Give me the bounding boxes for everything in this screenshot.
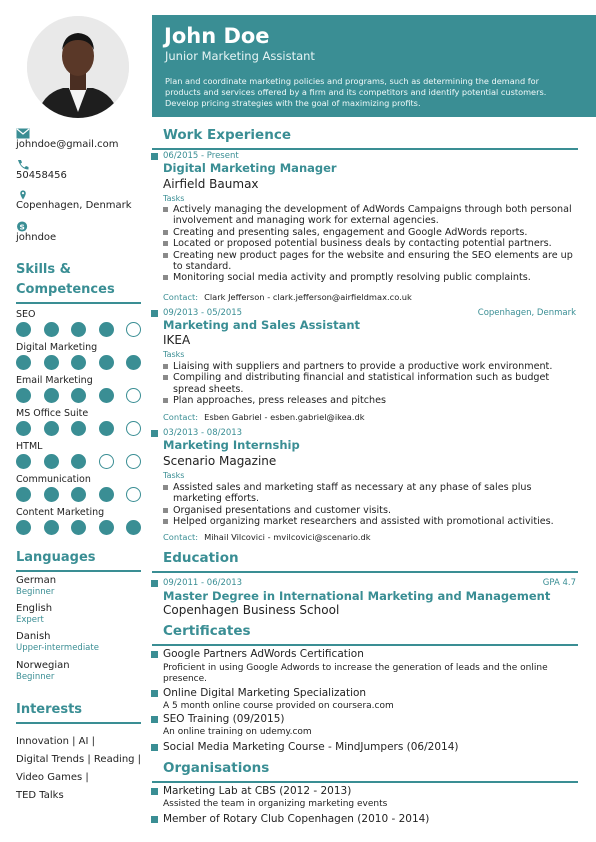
certificates-title: Certificates — [163, 623, 251, 639]
rating-dot-filled — [16, 421, 31, 436]
certificate-name: Online Digital Marketing Specialization — [163, 687, 367, 699]
job-date: 09/2013 - 05/2015 — [163, 308, 243, 318]
entry-marker — [151, 690, 158, 697]
language-name: Danish — [16, 631, 51, 642]
job-company: Scenario Magazine — [163, 454, 277, 468]
rating-dot-empty — [126, 454, 141, 469]
job-role: Digital Marketing Manager — [163, 161, 337, 175]
skill-rating — [16, 487, 141, 502]
contact-skype — [16, 221, 56, 243]
skill-rating — [16, 520, 141, 535]
skill-label: Digital Marketing — [16, 342, 98, 353]
skill-rating — [16, 421, 141, 436]
rating-dot-filled — [71, 487, 86, 502]
organisation-name: Member of Rotary Club Copenhagen (2010 - 2014) — [163, 813, 430, 825]
skype-text: johndoe — [16, 232, 57, 243]
tasks-label: Tasks — [163, 350, 185, 359]
language-name: German — [16, 575, 57, 586]
reference-label: Contact: — [163, 292, 199, 302]
rating-dot-filled — [44, 487, 59, 502]
contact-location — [16, 189, 132, 211]
skills-title: Skills & Competences — [16, 262, 115, 297]
email-text[interactable]: johndoe@gmail.com — [16, 139, 119, 150]
skill-rating — [16, 355, 141, 370]
entry-marker — [151, 716, 158, 723]
language-name: English — [16, 603, 53, 614]
language-item — [16, 631, 99, 654]
language-item — [16, 660, 70, 683]
task-item: Assisted sales and marketing staff as necessary at any phase of sales plus marketing efforts. — [163, 482, 578, 505]
job-role: Marketing Internship — [163, 438, 300, 452]
organisation-name: Marketing Lab at CBS (2012 - 2013) — [163, 785, 352, 797]
job-task-list — [163, 204, 578, 284]
rating-dot-filled — [99, 322, 114, 337]
rating-dot-filled — [16, 520, 31, 535]
contact-email — [16, 128, 119, 150]
job-reference — [163, 412, 365, 422]
skill-label: Content Marketing — [16, 507, 105, 518]
reference-text: Clark Jefferson - clark.jefferson@airfieldmax.co.uk — [204, 292, 412, 302]
rating-dot-filled — [99, 421, 114, 436]
interest-line: Innovation | AI | — [16, 736, 96, 747]
skill-rating — [16, 454, 141, 469]
reference-label: Contact: — [163, 412, 199, 422]
certificate-description: An online training on udemy.com — [163, 727, 312, 737]
skill-label: SEO — [16, 309, 36, 320]
rating-dot-filled — [126, 355, 141, 370]
education-title: Education — [163, 550, 239, 566]
organisations-divider — [152, 781, 578, 783]
job-role: Marketing and Sales Assistant — [163, 318, 361, 332]
work-experience-title: Work Experience — [163, 127, 291, 143]
task-item: Compiling and distributing financial and statistical information such as budget spread sheets. — [163, 372, 578, 395]
work-experience-divider — [152, 148, 578, 150]
rating-dot-empty — [126, 421, 141, 436]
interest-line: Video Games | — [16, 772, 89, 783]
rating-dot-filled — [71, 421, 86, 436]
rating-dot-filled — [99, 355, 114, 370]
language-item — [16, 575, 56, 598]
rating-dot-filled — [16, 322, 31, 337]
task-item: Located or proposed potential business deals by contacting potential partners. — [163, 238, 578, 249]
task-item: Organised presentations and customer visits. — [163, 505, 578, 516]
rating-dot-filled — [16, 355, 31, 370]
rating-dot-filled — [126, 520, 141, 535]
rating-dot-filled — [71, 322, 86, 337]
job-task-list — [163, 482, 578, 528]
interest-line: TED Talks — [16, 790, 64, 801]
skill-label: MS Office Suite — [16, 408, 89, 419]
rating-dot-filled — [44, 520, 59, 535]
rating-dot-filled — [16, 454, 31, 469]
rating-dot-filled — [71, 454, 86, 469]
education-gpa: GPA 4.7 — [542, 578, 576, 588]
certificate-name: Social Media Marketing Course - MindJumpers (06/2014) — [163, 741, 459, 753]
rating-dot-filled — [44, 388, 59, 403]
rating-dot-filled — [44, 355, 59, 370]
interests-list — [16, 733, 146, 805]
location-text: Copenhagen, Denmark — [16, 200, 132, 211]
rating-dot-filled — [44, 454, 59, 469]
entry-marker — [151, 153, 158, 160]
job-company: Airfield Baumax — [163, 177, 259, 191]
tasks-label: Tasks — [163, 471, 185, 480]
interest-line: Digital Trends | Reading | — [16, 754, 142, 765]
job-company: IKEA — [163, 333, 191, 347]
entry-marker — [151, 430, 158, 437]
job-location: Copenhagen, Denmark — [477, 308, 576, 318]
entry-marker — [151, 310, 158, 317]
entry-marker — [151, 816, 158, 823]
languages-title: Languages — [16, 550, 96, 565]
task-item: Monitoring social media activity and promptly resolving public complaints. — [163, 272, 578, 283]
skill-label: HTML — [16, 441, 43, 452]
skill-label: Communication — [16, 474, 91, 485]
entry-marker — [151, 788, 158, 795]
rating-dot-filled — [16, 388, 31, 403]
reference-label: Contact: — [163, 532, 199, 542]
rating-dot-filled — [99, 487, 114, 502]
skill-label: Email Marketing — [16, 375, 93, 386]
interests-divider — [16, 722, 141, 724]
phone-text: 50458456 — [16, 170, 67, 181]
reference-text: Mihail Vilcovici - mvilcovici@scenario.dk — [204, 532, 371, 542]
tasks-label: Tasks — [163, 194, 185, 203]
language-level: Beginner — [16, 672, 55, 682]
job-reference — [163, 292, 412, 302]
task-item: Creating and presenting sales, engagement and Google AdWords reports. — [163, 227, 578, 238]
languages-divider — [16, 570, 141, 572]
rating-dot-empty — [126, 322, 141, 337]
skills-divider — [16, 302, 141, 304]
envelope-icon — [16, 128, 30, 139]
entry-marker — [151, 651, 158, 658]
task-item: Plan approaches, press releases and pitches — [163, 395, 578, 406]
certificate-name: Google Partners AdWords Certification — [163, 648, 364, 660]
skype-icon — [16, 221, 30, 232]
skill-rating — [16, 388, 141, 403]
education-divider — [152, 571, 578, 573]
rating-dot-empty — [126, 388, 141, 403]
profile-summary: Plan and coordinate marketing policies and programs, such as determining the demand for products and services offered by a firm and its competitors and identify potential customers. Develop pricing strategies with the goal of maximizing profits. — [165, 76, 547, 108]
task-item: Helped organizing market researchers and assisted with promotional activities. — [163, 516, 578, 527]
entry-marker — [151, 580, 158, 587]
svg-text:S: S — [19, 222, 25, 232]
task-item: Liaising with suppliers and partners to provide a productive work environment. — [163, 361, 578, 372]
education-school: Copenhagen Business School — [163, 603, 340, 617]
rating-dot-filled — [44, 421, 59, 436]
entry-marker — [151, 744, 158, 751]
task-item: Actively managing the development of AdWords Campaigns through both personal involvement and managing work for external agencies. — [163, 204, 578, 227]
language-item — [16, 603, 52, 626]
job-date: 03/2013 - 08/2013 — [163, 428, 243, 438]
certificate-description: Proficient in using Google Adwords to increase the generation of leads and the online presence. — [163, 663, 548, 684]
profile-photo — [27, 16, 129, 118]
rating-dot-filled — [16, 487, 31, 502]
job-reference — [163, 532, 371, 542]
rating-dot-filled — [71, 355, 86, 370]
language-name: Norwegian — [16, 660, 70, 671]
certificates-divider — [152, 644, 578, 646]
rating-dot-filled — [99, 388, 114, 403]
location-pin-icon — [16, 189, 30, 200]
organisations-title: Organisations — [163, 760, 270, 776]
rating-dot-filled — [71, 388, 86, 403]
job-date: 06/2015 - Present — [163, 151, 239, 161]
reference-text: Esben Gabriel - esben.gabriel@ikea.dk — [204, 412, 365, 422]
language-level: Upper-intermediate — [16, 643, 99, 653]
language-level: Beginner — [16, 587, 55, 597]
job-title: Junior Marketing Assistant — [165, 49, 315, 63]
rating-dot-filled — [99, 520, 114, 535]
candidate-name: John Doe — [164, 24, 270, 48]
task-item: Creating new product pages for the website and ensuring the SEO elements are up to standard. — [163, 250, 578, 273]
rating-dot-filled — [71, 520, 86, 535]
organisation-description: Assisted the team in organizing marketing events — [163, 799, 388, 809]
skill-rating — [16, 322, 141, 337]
rating-dot-empty — [99, 454, 114, 469]
contact-phone — [16, 159, 67, 181]
rating-dot-filled — [44, 322, 59, 337]
certificate-description: A 5 month online course provided on coursera.com — [163, 701, 394, 711]
phone-icon — [16, 159, 30, 170]
language-level: Expert — [16, 615, 44, 625]
rating-dot-empty — [126, 487, 141, 502]
education-date: 09/2011 - 06/2013 — [163, 578, 243, 588]
certificate-name: SEO Training (09/2015) — [163, 713, 285, 725]
interests-title: Interests — [16, 702, 83, 717]
education-degree: Master Degree in International Marketing and Management — [163, 589, 551, 603]
job-task-list — [163, 361, 578, 407]
